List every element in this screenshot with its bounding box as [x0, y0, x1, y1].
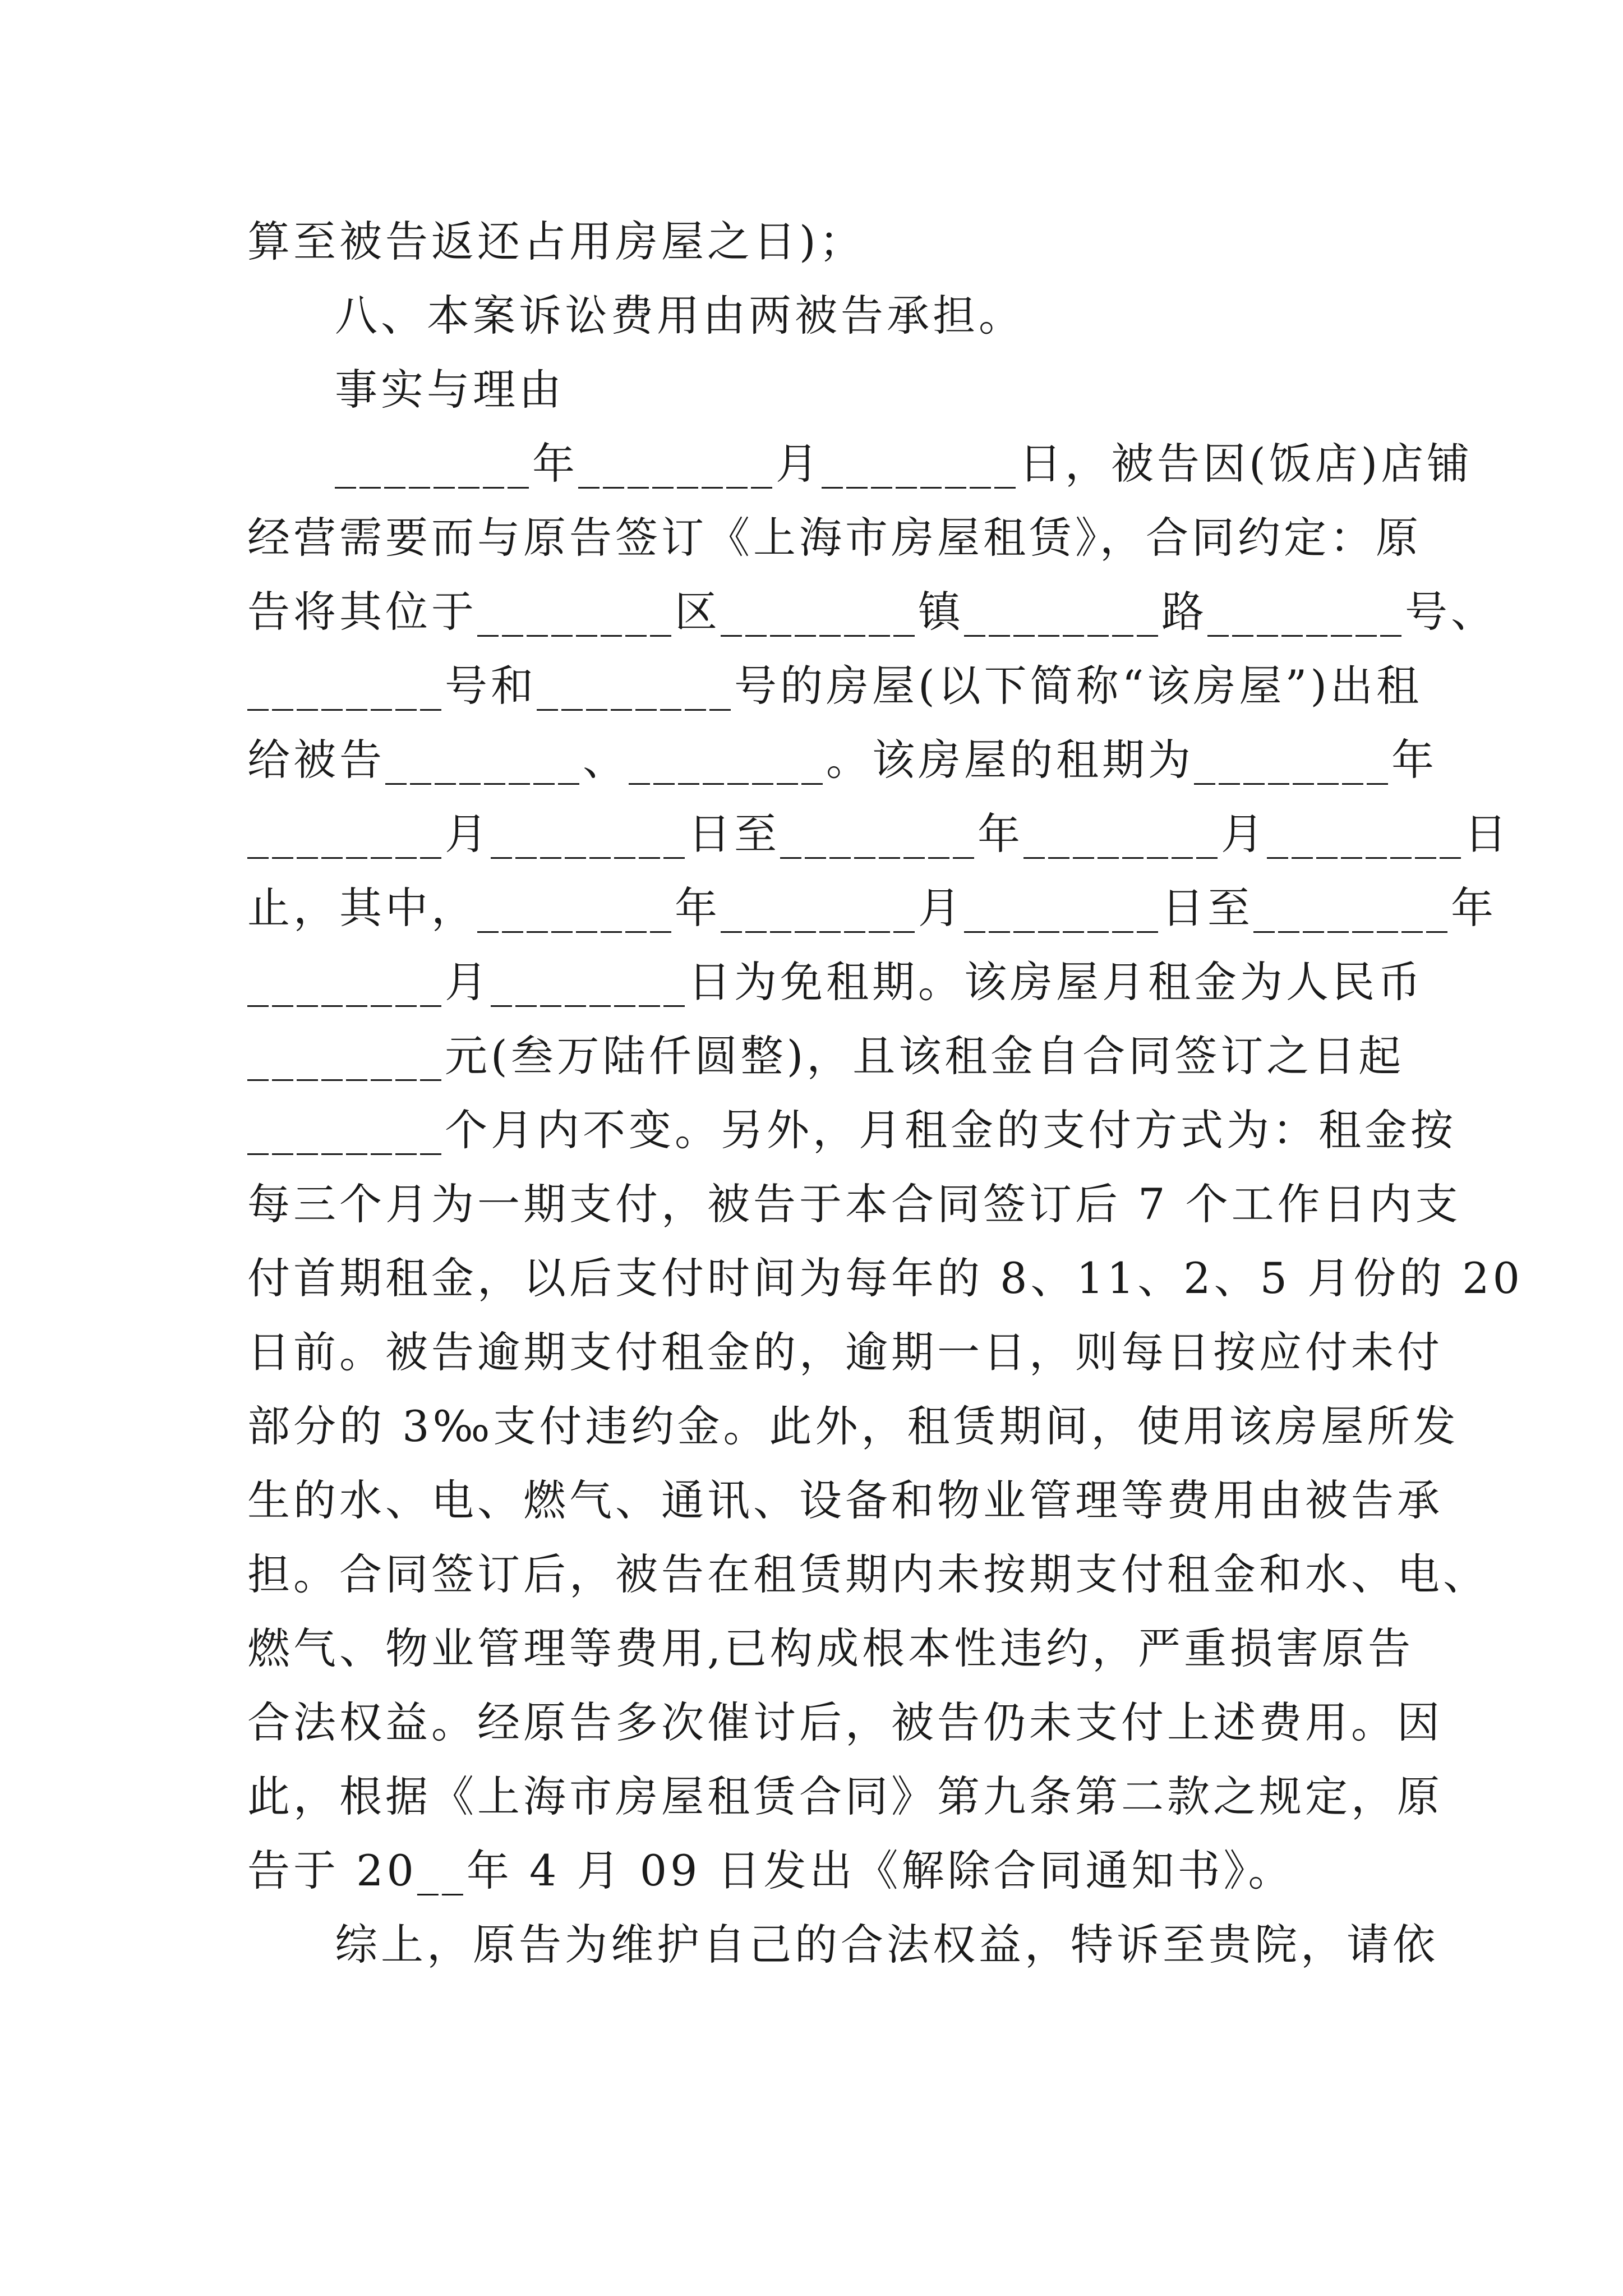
text-line: ________月________日至________年________月________日 — [247, 809, 1510, 859]
text-line: 算至被告返还占用房屋之日)； — [247, 217, 865, 266]
text-line: ________年________月________日，被告因(饭店)店铺 — [335, 439, 1473, 489]
section-heading: 事实与理由 — [335, 365, 565, 415]
text-line: 每三个月为一期支付，被告于本合同签订后 7 个工作日内支 — [247, 1179, 1461, 1229]
text-line: 给被告________、________。该房屋的租期为________年 — [247, 735, 1437, 785]
text-line: 止，其中，________年________月________日至________年 — [247, 883, 1497, 933]
text-line: 生的水、电、燃气、通讯、设备和物业管理等费用由被告承 — [247, 1475, 1443, 1525]
text-line: 八、本案诉讼费用由两被告承担。 — [335, 291, 1025, 341]
text-line: 综上，原告为维护自己的合法权益，特诉至贵院，请依 — [335, 1920, 1438, 1970]
text-line: ________月________日为免租期。该房屋月租金为人民币 — [247, 957, 1424, 1007]
text-line: 经营需要而与原告签订《上海市房屋租赁》，合同约定：原 — [247, 513, 1422, 563]
text-line: 担。合同签订后，被告在租赁期内未按期支付租金和水、电、 — [247, 1549, 1489, 1599]
text-line: 告将其位于________区________镇________路________号、 — [247, 587, 1497, 637]
text-line: 日前。被告逾期支付租金的，逾期一日，则每日按应付未付 — [247, 1327, 1443, 1377]
text-line: 合法权益。经原告多次催讨后，被告仍未支付上述费用。因 — [247, 1697, 1443, 1747]
document-body — [247, 205, 1523, 1982]
text-line: 燃气、物业管理等费用,已构成根本性违约，严重损害原告 — [247, 1623, 1414, 1673]
text-line: ________号和________号的房屋(以下简称“该房屋”)出租 — [247, 661, 1423, 711]
text-line: 此，根据《上海市房屋租赁合同》第九条第二款之规定，原 — [247, 1772, 1443, 1821]
text-line: 付首期租金，以后支付时间为每年的 8、11、2、5 月份的 20 — [247, 1253, 1523, 1303]
text-line: ________元(叁万陆仟圆整)，且该租金自合同签订之日起 — [247, 1031, 1405, 1081]
text-line: 告于 20__年 4 月 09 日发出《解除合同通知书》。 — [247, 1846, 1294, 1895]
text-line: 部分的 3‰支付违约金。此外，租赁期间，使用该房屋所发 — [247, 1401, 1459, 1451]
text-line: ________个月内不变。另外，月租金的支付方式为：租金按 — [247, 1105, 1456, 1155]
